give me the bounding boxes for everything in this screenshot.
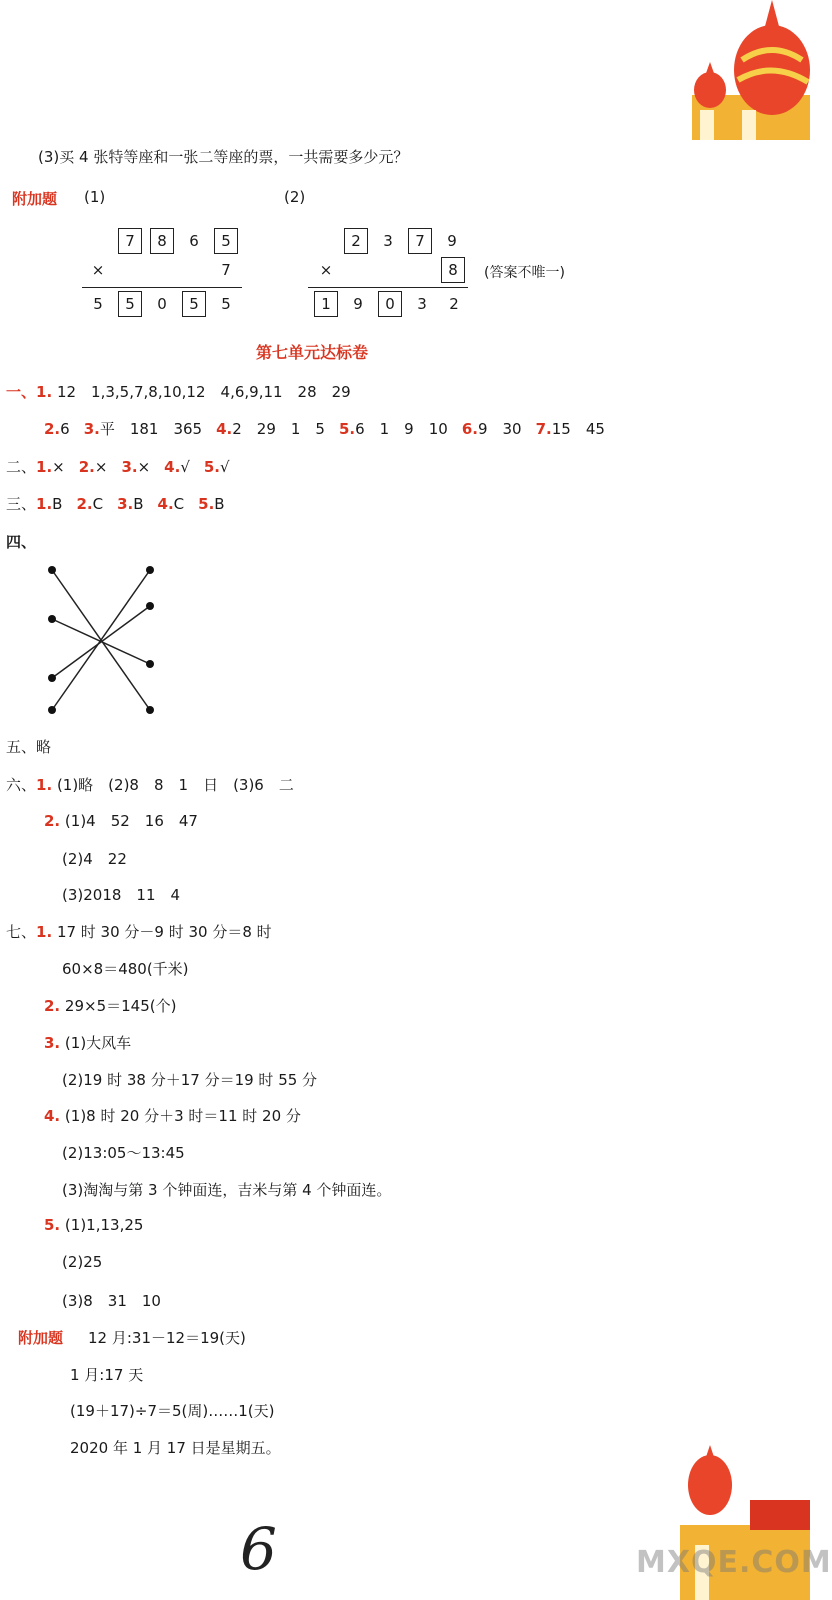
digit-box: 5 <box>182 291 206 317</box>
item-index: 5. <box>338 420 356 438</box>
page-number: 6 <box>240 1515 277 1583</box>
answer-text: C <box>173 495 185 513</box>
item-index: 5. <box>198 495 215 513</box>
answer-line: (2)19 时 38 分＋17 分＝19 时 55 分 <box>62 1071 318 1089</box>
answer-item <box>44 420 70 438</box>
item-index: 3. <box>44 1034 61 1052</box>
answer-text: 29×5＝145(个) <box>64 997 177 1015</box>
answer-text: C <box>92 495 104 513</box>
digit: 9 <box>353 295 363 313</box>
section-6-q1 <box>6 774 294 795</box>
digit-box: 5 <box>214 228 238 254</box>
bonus-label: 附加题 <box>12 190 58 208</box>
answer-text: √ <box>180 458 190 476</box>
answer-text: √ <box>220 458 230 476</box>
answer-text: 6 1 9 10 <box>355 420 448 438</box>
section-5 <box>6 736 51 757</box>
answer-text: 12 1,3,5,7,8,10,12 4,6,9,11 28 29 <box>56 383 351 401</box>
digit-box: 5 <box>118 291 142 317</box>
item-index: 1. <box>36 383 53 401</box>
item-index: 1. <box>36 923 53 941</box>
section-7-q2 <box>44 995 176 1016</box>
answer-text: × <box>137 458 151 476</box>
section-number: 一、 <box>6 383 37 401</box>
section-1-line-2 <box>44 418 605 439</box>
section-6-q2 <box>44 810 198 831</box>
item-index: 1. <box>36 458 53 476</box>
section-3 <box>6 493 225 514</box>
answer-rule <box>308 287 468 288</box>
answer-item <box>198 495 224 513</box>
digit: 9 <box>447 232 457 250</box>
section-number: 六、 <box>6 776 37 794</box>
answer-line: 2020 年 1 月 17 日是星期五。 <box>70 1439 281 1457</box>
digit-box: 2 <box>344 228 368 254</box>
answer-item <box>76 495 103 513</box>
answer-line: 1 月:17 天 <box>70 1366 144 1384</box>
answer-text: (1)略 (2)8 8 1 日 (3)6 二 <box>56 776 294 794</box>
section-number: 三、 <box>6 495 37 513</box>
section-4-number: 四、 <box>6 533 37 551</box>
question-text: (3)买 4 张特等座和一张二等座的票，一共需要多少元？ <box>38 148 409 166</box>
answer-item <box>79 458 108 476</box>
digit: 5 <box>93 295 103 313</box>
answer-rule <box>82 287 242 288</box>
digit-box: 7 <box>408 228 432 254</box>
answer-item <box>36 458 65 476</box>
answer-item <box>339 420 448 438</box>
answer-item <box>462 420 522 438</box>
answer-item <box>204 458 230 476</box>
item-index: 3. <box>83 420 100 438</box>
item-index: 6. <box>461 420 478 438</box>
section-7-q4 <box>44 1105 301 1126</box>
item-index: 4. <box>44 1107 61 1125</box>
answer-text: 15 45 <box>551 420 605 438</box>
answer-text: (1)8 时 20 分＋3 时＝11 时 20 分 <box>64 1107 301 1125</box>
answer-line: 12 月:31－12＝19(天) <box>88 1329 246 1347</box>
digit: 6 <box>189 232 199 250</box>
digit-box: 8 <box>150 228 174 254</box>
times-sign: × <box>319 261 333 279</box>
answer-item <box>36 495 62 513</box>
multiplier: 7 <box>221 261 231 279</box>
item-index: 7. <box>535 420 552 438</box>
watermark: MXQE.COM <box>636 1545 832 1580</box>
item-index: 2. <box>44 997 61 1015</box>
answer-item <box>158 495 185 513</box>
section-1-line-1 <box>6 381 351 402</box>
answer-text: B <box>133 495 144 513</box>
section-number: 七、 <box>6 923 37 941</box>
digit: 3 <box>417 295 427 313</box>
digit: 5 <box>221 295 231 313</box>
answer-text: 2 29 1 5 <box>232 420 325 438</box>
item-index: 2. <box>44 420 61 438</box>
answer-line: (19＋17)÷7＝5(周)……1(天) <box>70 1402 275 1420</box>
item-index: 4. <box>164 458 181 476</box>
item-index: 1. <box>36 495 53 513</box>
answer-text: 平 181 365 <box>99 420 203 438</box>
answer-line: 60×8＝480(千米) <box>62 960 189 978</box>
answer-item <box>117 495 143 513</box>
item-index: 3. <box>121 458 138 476</box>
section-7-q5 <box>44 1216 143 1234</box>
section-number: 二、 <box>6 458 37 476</box>
answer-text: 略 <box>36 738 52 756</box>
answer-text: B <box>52 495 63 513</box>
answer-text: (1)4 52 16 47 <box>64 812 198 830</box>
item-index: 4. <box>157 495 174 513</box>
item-index: 4. <box>216 420 233 438</box>
answer-item <box>164 458 190 476</box>
answer-text: × <box>94 458 108 476</box>
bonus-part2-label: (2) <box>284 188 306 206</box>
answer-line: (3)8 31 10 <box>62 1292 161 1310</box>
answer-text: (1)大风车 <box>64 1034 132 1052</box>
answer-text: 9 30 <box>477 420 522 438</box>
item-index: 2. <box>44 812 61 830</box>
answer-item <box>121 458 150 476</box>
answer-line: (2)13:05～13:45 <box>62 1144 185 1162</box>
matching-lines-diagram <box>40 560 160 720</box>
unit-title: 第七单元达标卷 <box>256 343 369 362</box>
section-7-q1 <box>6 921 272 942</box>
answer-line: (3)2018 11 4 <box>62 886 181 904</box>
answer-text: × <box>52 458 65 476</box>
answer-text: 17 时 30 分－9 时 30 分＝8 时 <box>56 923 272 941</box>
answer-note: (答案不唯一) <box>484 265 565 281</box>
item-index: 5. <box>203 458 221 476</box>
item-index: 1. <box>36 776 53 794</box>
section-7-q3 <box>44 1032 131 1053</box>
answer-line: (3)淘淘与第 3 个钟面连，吉米与第 4 个钟面连。 <box>62 1181 392 1199</box>
multiplier-box: 8 <box>441 257 465 283</box>
item-index: 2. <box>76 495 93 513</box>
item-index: 2. <box>78 458 95 476</box>
section-2 <box>6 456 230 477</box>
item-index: 3. <box>117 495 134 513</box>
answer-text: B <box>214 495 225 513</box>
digit-box: 0 <box>378 291 402 317</box>
bonus-part1-label: (1) <box>84 188 106 206</box>
answer-line: (2)4 22 <box>62 850 127 868</box>
bonus-label: 附加题 <box>18 1329 64 1347</box>
answer-line: (2)25 <box>62 1253 103 1271</box>
answer-item <box>216 420 325 438</box>
answer-text: (1)1,13,25 <box>64 1216 144 1234</box>
digit-box: 1 <box>314 291 338 317</box>
times-sign: × <box>91 261 105 279</box>
answer-item <box>84 420 202 438</box>
digit: 2 <box>449 295 459 313</box>
digit: 0 <box>157 295 167 313</box>
item-index: 5. <box>44 1216 61 1234</box>
digit: 3 <box>383 232 393 250</box>
decorative-dome-top <box>672 0 810 140</box>
answer-item <box>536 420 605 438</box>
answer-text: 6 <box>60 420 70 438</box>
digit-box: 7 <box>118 228 142 254</box>
section-number: 五、 <box>6 738 37 756</box>
